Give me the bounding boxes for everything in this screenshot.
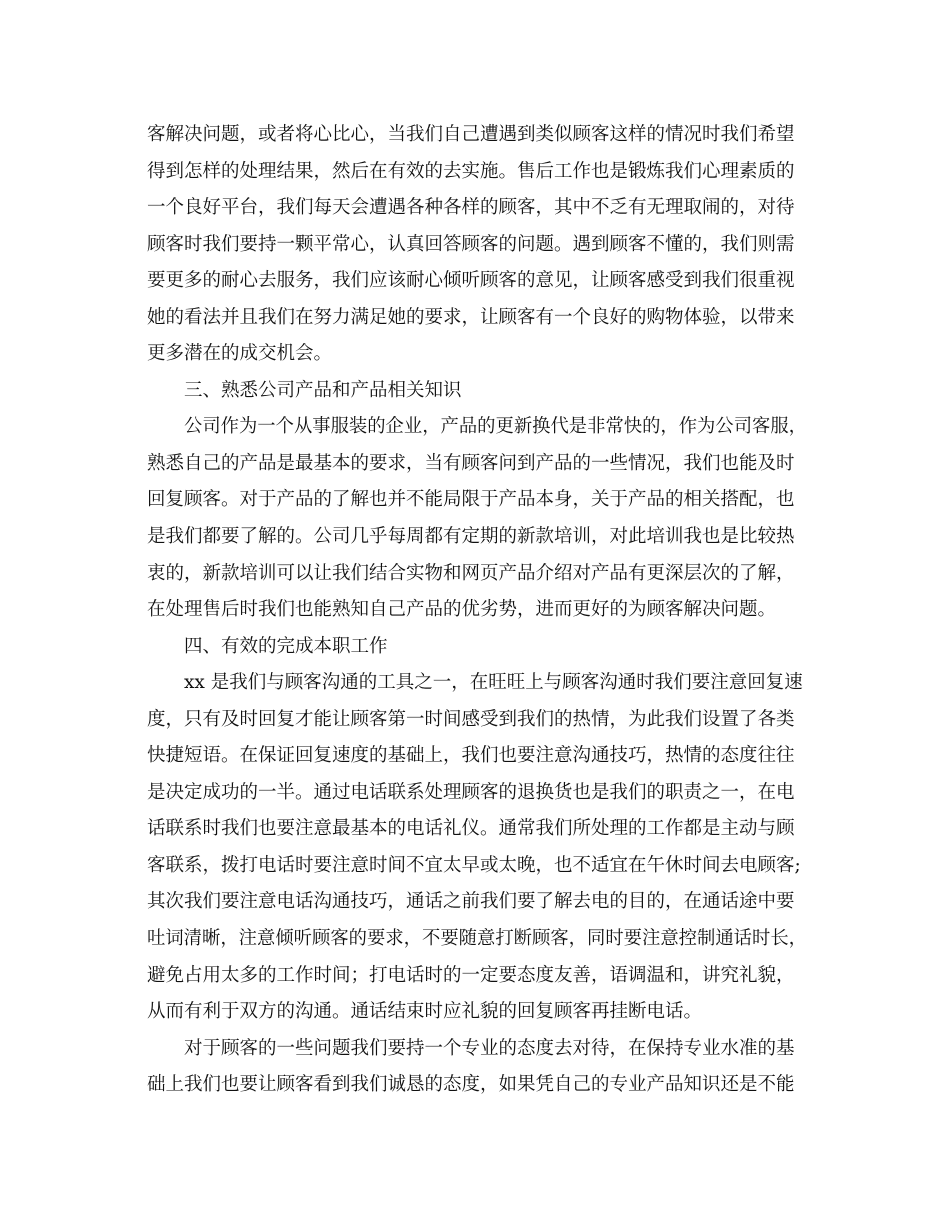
document-body	[147, 117, 807, 1104]
text-line: 是我们都要了解的。公司几乎每周都有定期的新款培训，对此培训我也是比较热	[147, 526, 795, 548]
text-line: 从而有利于双方的沟通。通话结束时应礼貌的回复顾客再挂断电话。	[147, 1001, 703, 1023]
text-line: 回复顾客。对于产品的了解也并不能局限于产品本身，关于产品的相关搭配，也	[147, 489, 795, 511]
text-line: 在处理售后时我们也能熟知自己产品的优劣势，进而更好的为顾客解决问题。	[147, 599, 777, 621]
text-line: 要更多的耐心去服务，我们应该耐心倾听顾客的意见，让顾客感受到我们很重视	[147, 270, 795, 292]
text-line: 度，只有及时回复才能让顾客第一时间感受到我们的热情，为此我们设置了各类	[147, 708, 795, 730]
text-line: 四、有效的完成本职工作	[184, 635, 388, 657]
text-line: 是决定成功的一半。通过电话联系处理顾客的退换货也是我们的职责之一，在电	[147, 781, 795, 803]
text-line: 她的看法并且我们在努力满足她的要求，让顾客有一个良好的购物体验，以带来	[147, 306, 795, 328]
text-line-content: 公司作为一个从事服装的企业，产品的更新换代是非常快的，作为公司客服，	[184, 416, 808, 438]
text-line: 客解决问题，或者将心比心，当我们自己遭遇到类似顾客这样的情况时我们希望	[147, 124, 795, 145]
text-line-content: 吐词清晰，注意倾听顾客的要求，不要随意打断顾客，同时要注意控制通话时长，	[147, 928, 808, 950]
text-line: 快捷短语。在保证回复速度的基础上，我们也要注意沟通技巧，热情的态度往往	[147, 745, 795, 767]
text-line: 础上我们也要让顾客看到我们诚恳的态度，如果凭自己的专业产品知识还是不能	[147, 1074, 795, 1096]
text-line: xx 是我们与顾客沟通的工具之一，在旺旺上与顾客沟通时我们要注意回复速	[184, 672, 803, 694]
text-line	[147, 409, 807, 446]
text-line: 避免占用太多的工作时间；打电话时的一定要态度友善，语调温和，讲究礼貌，	[147, 964, 795, 986]
text-line: 三、熟悉公司产品和产品相关知识	[184, 379, 462, 401]
text-line: 顾客时我们要持一颗平常心，认真回答顾客的问题。遇到顾客不懂的，我们则需	[147, 233, 795, 255]
text-line: 其次我们要注意电话沟通技巧，通话之前我们要了解去电的目的，在通话途中要	[147, 891, 795, 913]
text-line: 话联系时我们也要注意最基本的电话礼仪。通常我们所处理的工作都是主动与顾	[147, 818, 795, 840]
text-line: 得到怎样的处理结果，然后在有效的去实施。售后工作也是锻炼我们心理素质的	[147, 160, 795, 182]
text-line: 衷的，新款培训可以让我们结合实物和网页产品介绍对产品有更深层次的了解，	[147, 562, 795, 584]
text-line: 更多潜在的成交机会。	[147, 343, 333, 365]
text-line: 客联系，拨打电话时要注意时间不宜太早或太晚，也不适宜在午休时间去电顾客;	[147, 854, 801, 876]
text-line: 一个良好平台，我们每天会遭遇各种各样的顾客，其中不乏有无理取闹的，对待	[147, 197, 795, 219]
text-line: 对于顾客的一些问题我们要持一个专业的态度去对待，在保持专业水准的基	[184, 1037, 795, 1059]
text-line	[147, 921, 807, 958]
text-line: 熟悉自己的产品是最基本的要求，当有顾客问到产品的一些情况，我们也能及时	[147, 452, 795, 474]
